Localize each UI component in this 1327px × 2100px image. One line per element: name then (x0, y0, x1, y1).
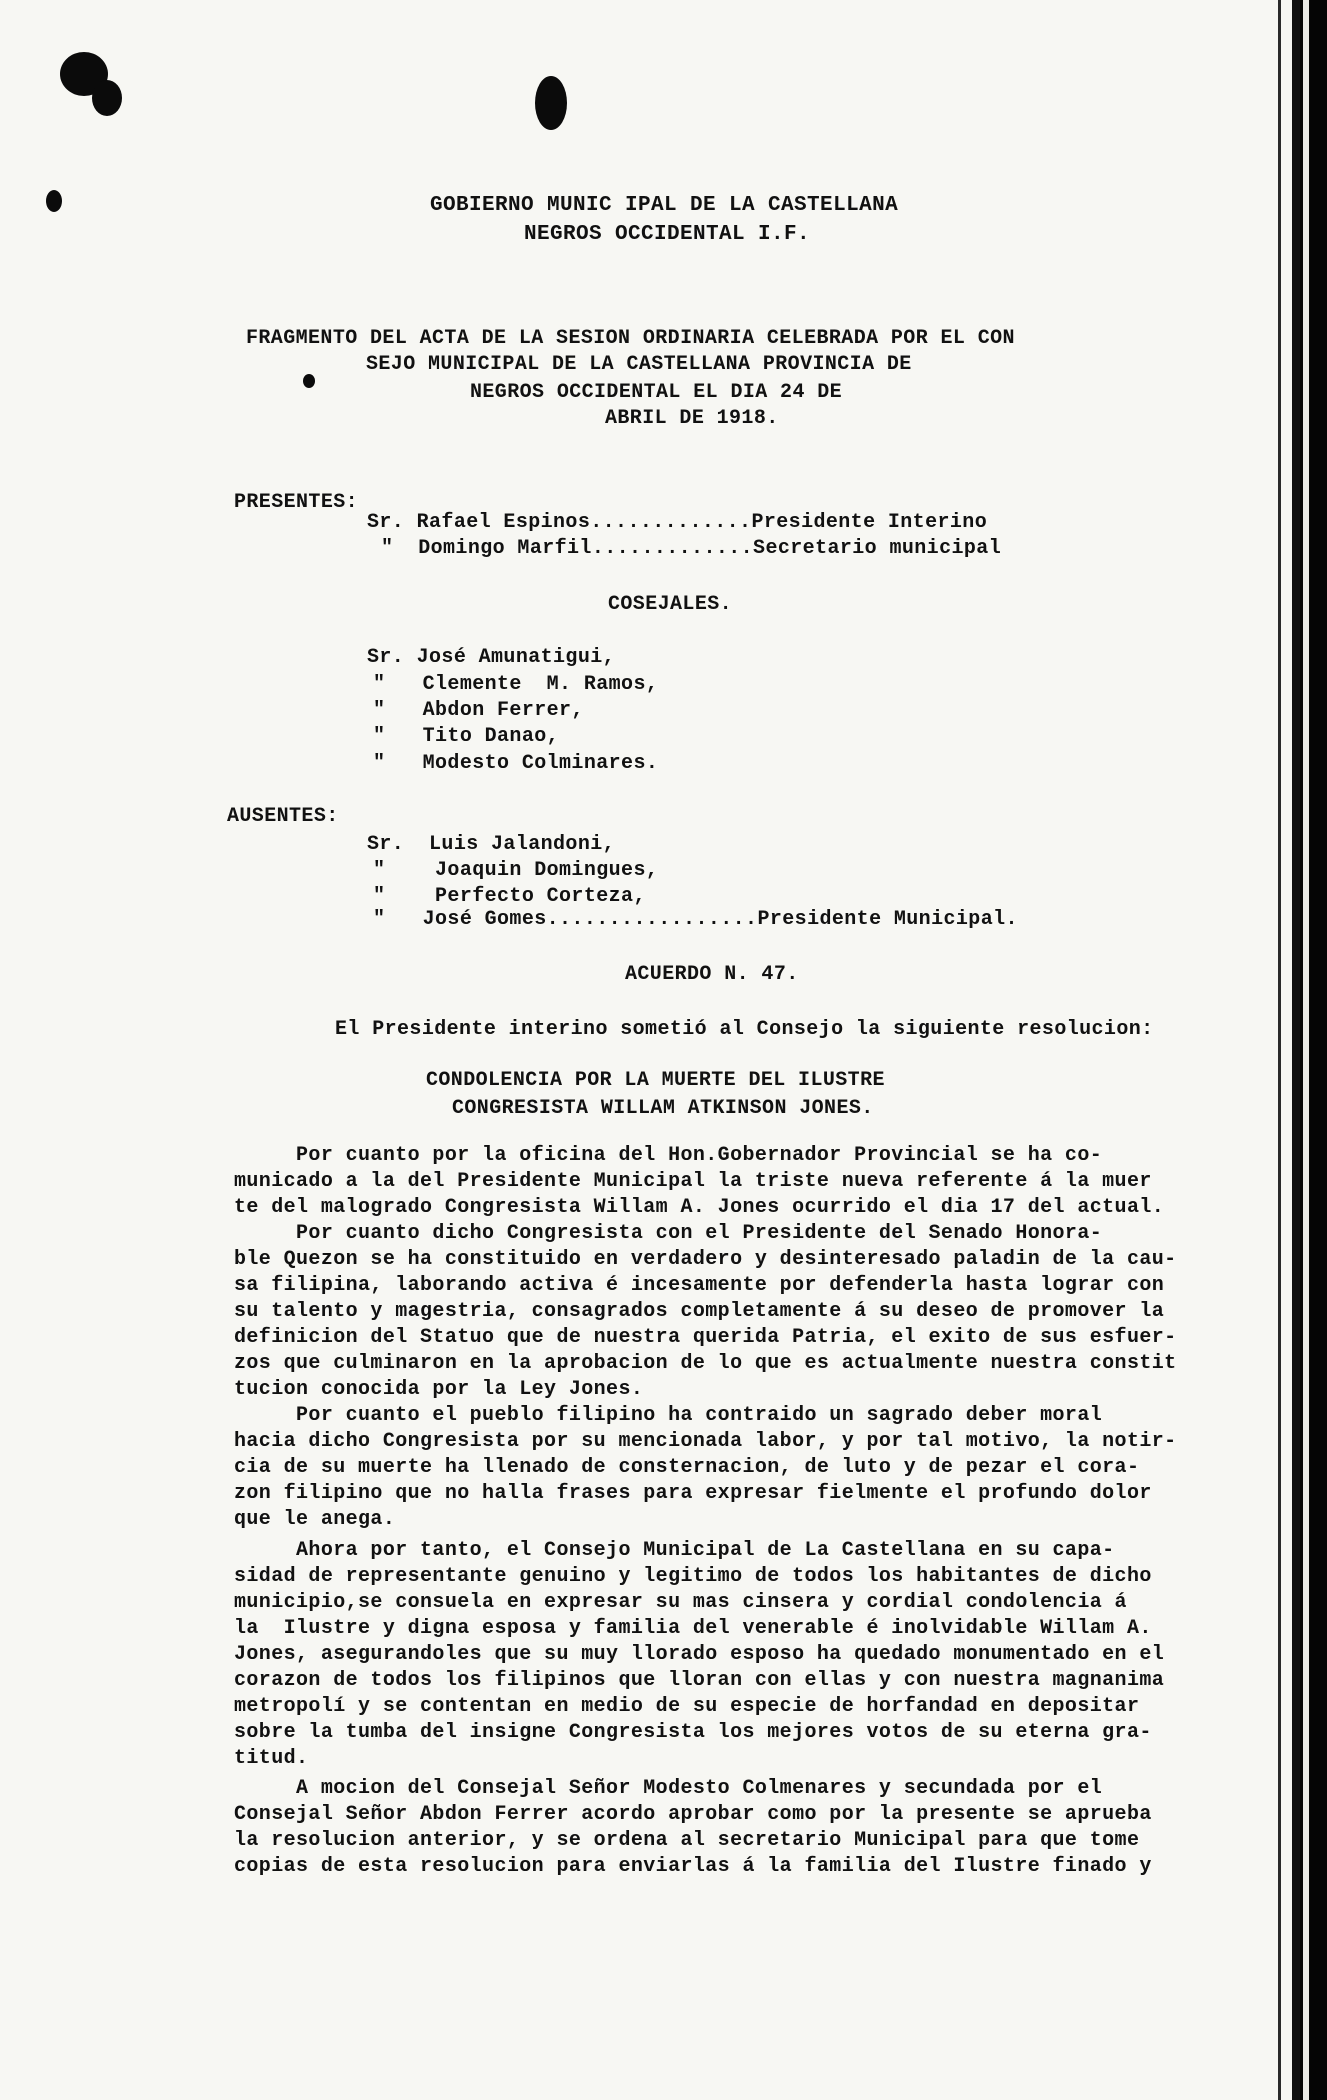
title-line-3: NEGROS OCCIDENTAL EL DIA 24 DE (470, 381, 843, 404)
body-line: Por cuanto dicho Congresista con el Presidente del Senado Honora- (234, 1222, 1103, 1245)
body-line: cia de su muerte ha llenado de consternacion, de luto y de pezar el cora- (234, 1456, 1140, 1479)
body-line: que le anega. (234, 1508, 396, 1531)
concejal-row: " Tito Danao, (373, 725, 560, 748)
body-line: corazon de todos los filipinos que lloran con ellas y con nuestra magnanima (234, 1669, 1165, 1692)
ausente-row: " Perfecto Corteza, (373, 885, 646, 908)
body-line: metropolí y se contentan en medio de su especie de horfandad en depositar (234, 1695, 1140, 1718)
body-line: ble Quezon se ha constituido en verdadero y desinteresado paladin de la cau- (234, 1248, 1177, 1271)
presentes-row: Sr. Rafael Espinos.............Presidente Interino (367, 511, 988, 534)
body-line: Ahora por tanto, el Consejo Municipal de La Castellana en su capa- (234, 1539, 1115, 1562)
body-line: municado a la del Presidente Municipal la triste nueva referente á la muer (234, 1170, 1152, 1193)
ink-blot (92, 80, 122, 116)
body-line: la resolucion anterior, y se ordena al secretario Municipal para que tome (234, 1829, 1140, 1852)
header-line-2: NEGROS OCCIDENTAL I.F. (524, 223, 811, 246)
body-line: hacia dicho Congresista por su mencionada labor, y por tal motivo, la notir- (234, 1430, 1177, 1453)
ausentes-label: AUSENTES: (227, 805, 339, 828)
body-line: Por cuanto por la oficina del Hon.Gobernador Provincial se ha co- (234, 1144, 1103, 1167)
title-line-4: ABRIL DE 1918. (605, 407, 779, 430)
title-line-1: FRAGMENTO DEL ACTA DE LA SESION ORDINARIA CELEBRADA POR EL CON (246, 327, 1015, 350)
body-line: la Ilustre y digna esposa y familia del venerable é inolvidable Willam A. (234, 1617, 1152, 1640)
ausente-row: " José Gomes.................Presidente Municipal. (373, 908, 1018, 931)
body-line: titud. (234, 1747, 309, 1770)
concejal-row: " Clemente M. Ramos, (373, 673, 659, 696)
page-edge-shadow (1292, 0, 1300, 2100)
body-line: sidad de representante genuino y legitimo de todos los habitantes de dicho (234, 1565, 1152, 1588)
body-line: definicion del Statuo que de nuestra querida Patria, el exito de sus esfuer- (234, 1326, 1177, 1349)
body-line: A mocion del Consejal Señor Modesto Colmenares y secundada por el (234, 1777, 1103, 1800)
presentes-row: " Domingo Marfil.............Secretario municipal (381, 537, 1002, 560)
ausente-row: " Joaquin Domingues, (373, 859, 659, 882)
concejales-label: COSEJALES. (608, 593, 733, 616)
concejal-row: " Abdon Ferrer, (373, 699, 584, 722)
resolution-intro: El Presidente interino sometió al Consejo la siguiente resolucion: (335, 1018, 1154, 1041)
concejal-row: Sr. José Amunatigui, (367, 646, 616, 669)
resolution-title-line-1: CONDOLENCIA POR LA MUERTE DEL ILUSTRE (426, 1069, 885, 1092)
concejal-row: " Modesto Colminares. (373, 752, 659, 775)
body-line: zos que culminaron en la aprobacion de lo que es actualmente nuestra constit (234, 1352, 1177, 1375)
page-edge-line (1278, 0, 1281, 2100)
title-line-2: SEJO MUNICIPAL DE LA CASTELLANA PROVINCIA DE (366, 353, 912, 376)
body-line: sa filipina, laborando activa é incesamente por defenderla hasta lograr con (234, 1274, 1165, 1297)
header-line-1: GOBIERNO MUNIC IPAL DE LA CASTELLANA (430, 194, 899, 217)
ausente-row: Sr. Luis Jalandoni, (367, 833, 616, 856)
body-line: tucion conocida por la Ley Jones. (234, 1378, 644, 1401)
resolution-title-line-2: CONGRESISTA WILLAM ATKINSON JONES. (452, 1097, 874, 1120)
acuerdo-number: ACUERDO N. 47. (625, 963, 799, 986)
body-line: te del malogrado Congresista Willam A. Jones ocurrido el dia 17 del actual. (234, 1196, 1165, 1219)
body-line: Por cuanto el pueblo filipino ha contraido un sagrado deber moral (234, 1404, 1103, 1427)
body-line: zon filipino que no halla frases para expresar fielmente el profundo dolor (234, 1482, 1152, 1505)
body-line: municipio,se consuela en expresar su mas cinsera y cordial condolencia á (234, 1591, 1127, 1614)
presentes-label: PRESENTES: (234, 491, 359, 514)
body-line: sobre la tumba del insigne Congresista los mejores votos de su eterna gra- (234, 1721, 1152, 1744)
body-line: Jones, asegurandoles que su muy llorado esposo ha quedado monumentado en el (234, 1643, 1165, 1666)
body-line: copias de esta resolucion para enviarlas á la familia del Ilustre finado y (234, 1855, 1152, 1878)
body-line: su talento y magestria, consagrados completamente á su deseo de promover la (234, 1300, 1165, 1323)
ink-blot (535, 76, 567, 130)
ink-blot (303, 374, 315, 388)
ink-blot (46, 190, 62, 212)
body-line: Consejal Señor Abdon Ferrer acordo aprobar como por la presente se aprueba (234, 1803, 1152, 1826)
underlying-page-edge (1303, 0, 1309, 2100)
